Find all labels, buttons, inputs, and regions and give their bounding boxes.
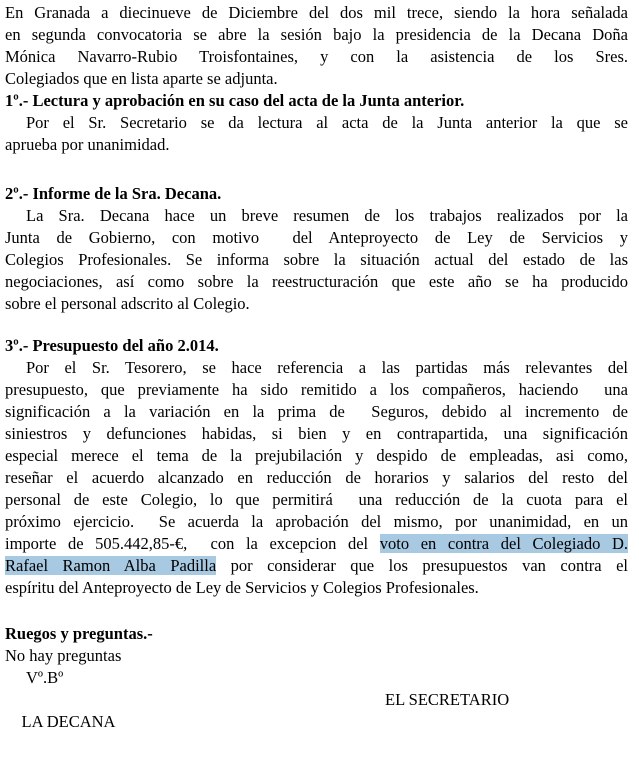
no-questions-line: No hay preguntas — [5, 646, 122, 665]
agenda-item-2-line: negociaciones, así como sobre la reestructuración que este año se ha producido — [5, 272, 628, 291]
text-run: por considerar que los presupuestos van contra el — [216, 556, 628, 575]
highlighted-text: Rafael Ramon Alba Padilla — [5, 556, 217, 575]
agenda-item-1-line: aprueba por unanimidad. — [5, 135, 170, 154]
agenda-item-3-line: especial merece el tema de la prejubilación y despido de empleadas, asi como, — [5, 446, 628, 465]
agenda-item-3-line: espíritu del Anteproyecto de Ley de Servicios y Colegios Profesionales. — [5, 578, 479, 597]
agenda-item-3-line: próximo ejercicio. Se acuerda la aprobación del mismo, por unanimidad, en un — [5, 512, 628, 531]
section-spacer — [5, 599, 628, 623]
opening-paragraph-line: Colegiados que en lista aparte se adjunta. — [5, 69, 278, 88]
agenda-item-3-line — [5, 533, 628, 555]
opening-paragraph-line: en segunda convocatoria se abre la sesión bajo la presidencia de la Decana Doña — [5, 25, 628, 44]
highlighted-text: voto en contra del Colegiado D. — [379, 534, 629, 553]
agenda-item-3-line: Por el Sr. Tesorero, se hace referencia a las partidas más relevantes del — [26, 358, 628, 377]
agenda-item-3-line: reseñar el acuerdo alcanzado en reducción de horarios y salarios del resto del — [5, 468, 628, 487]
signature-row — [5, 689, 628, 731]
signature-la-decana: LA DECANA — [21, 712, 116, 731]
agenda-item-3-line: siniestros y defunciones habidas, si bien y en contrapartida, una significación — [5, 424, 628, 443]
section-spacer — [5, 315, 628, 335]
agenda-item-2-line: sobre el personal adscrito al Colegio. — [5, 294, 250, 313]
agenda-item-3-line — [5, 555, 628, 577]
opening-paragraph-line: En Granada a diecinueve de Diciembre del dos mil trece, siendo la hora señalada — [5, 3, 628, 22]
agenda-item-2-line: Colegios Profesionales. Se informa sobre la situación actual del estado de las — [5, 250, 628, 269]
agenda-item-2-heading: 2º.- Informe de la Sra. Decana. — [5, 184, 222, 203]
agenda-item-3-line: significación a la variación en la prima de Seguros, debido al incremento de — [5, 402, 628, 421]
agenda-item-2-line: La Sra. Decana hace un breve resumen de los trabajos realizados por la — [26, 206, 628, 225]
text-run: importe de 505.442,85-€, con la excepcion del — [5, 534, 380, 553]
opening-paragraph-line: Mónica Navarro-Rubio Troisfontaines, y con la asistencia de los Sres. — [5, 47, 628, 66]
signature-el-secretario: EL SECRETARIO — [385, 690, 510, 709]
agenda-item-3-line: presupuesto, que previamente ha sido remitido a los compañeros, haciendo una — [5, 380, 628, 399]
agenda-item-1-heading: 1º.- Lectura y aprobación en su caso del acta de la Junta anterior. — [5, 91, 465, 110]
agenda-item-3-line: personal de este Colegio, lo que permitirá una reducción de la cuota para el — [5, 490, 628, 509]
vobo-line: Vº.Bº — [26, 668, 64, 687]
closing-heading: Ruegos y preguntas.- — [5, 624, 153, 643]
agenda-item-3-heading: 3º.- Presupuesto del año 2.014. — [5, 336, 219, 355]
agenda-item-1-line: Por el Sr. Secretario se da lectura al acta de la Junta anterior la que se — [26, 113, 628, 132]
agenda-item-2-line: Junta de Gobierno, con motivo del Anteproyecto de Ley de Servicios y — [5, 228, 628, 247]
section-spacer — [5, 156, 628, 183]
